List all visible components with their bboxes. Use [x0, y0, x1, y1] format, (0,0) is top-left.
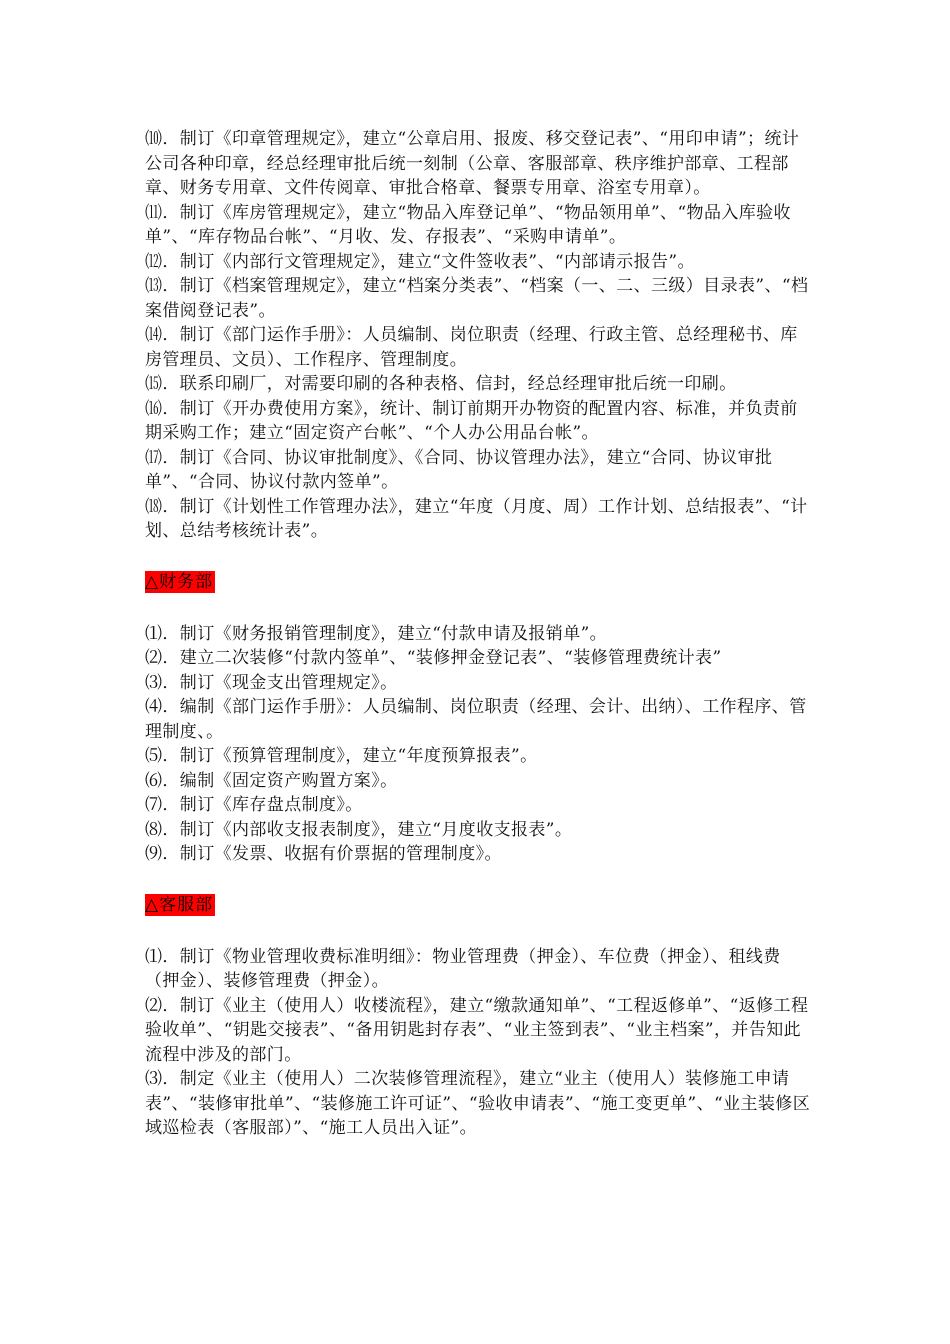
list-item: ⒃．制订《开办费使用方案》，统计、制订前期开办物资的配置内容、标准，并负责前期采购工作；建立“固定资产台帐”、“个人办公用品台帐”。 — [145, 398, 798, 443]
list-item: ⑴．制订《财务报销管理制度》，建立“付款申请及报销单”。 — [145, 623, 608, 644]
list-item: ⑸．制订《预算管理制度》，建立“年度预算报表”。 — [145, 746, 538, 766]
list-item: ⑴．制订《物业管理收费标准明细》：物业管理费（押金）、车位费（押金）、租线费（押金）、装修管理费（押金）。 — [145, 946, 781, 991]
list-item: ⑺．制订《库存盘点制度》。 — [145, 795, 363, 815]
document-body — [145, 127, 815, 1141]
list-item: ⑿．制订《内部行文管理规定》，建立“文件签收表”、“内部请示报告”。 — [145, 251, 695, 272]
finance-heading-wrap — [145, 571, 815, 595]
list-item: ⑶．制定《业主（使用人）二次装修管理流程》，建立“业主（使用人）装修施工申请表”、“装修审批单”、“装修施工许可证”、“验收申请表”、“施工变更单”、“业主装修区域巡检表（客服部）”、“施工人员出入证”。 — [145, 1069, 811, 1138]
service-section-heading: △客服部 — [145, 894, 214, 915]
list-item: ⒄．制订《合同、协议审批制度》、《合同、协议管理办法》，建立“合同、协议审批单”、“合同、协议付款内签单”。 — [145, 447, 773, 492]
service-heading-wrap — [145, 894, 815, 918]
finance-section — [145, 622, 815, 867]
list-item: ⑷．编制《部门运作手册》：人员编制、岗位职责（经理、会计、出纳）、工作程序、管理制度、。 — [145, 697, 807, 742]
list-item: ⑻．制订《内部收支报表制度》，建立“月度收支报表”。 — [145, 819, 573, 840]
list-item: ⑾．制订《库房管理规定》，建立“物品入库登记单”、“物品领用单”、“物品入库验收单”、“库存物品台帐”、“月收、发、存报表”、“采购申请单”。 — [145, 202, 791, 247]
list-item: ⑹．编制《固定资产购置方案》。 — [145, 770, 398, 791]
list-item: ⑵．建立二次装修“付款内签单”、“装修押金登记表”、“装修管理费统计表” — [145, 648, 722, 668]
finance-section-heading: △财务部 — [145, 571, 214, 592]
list-item: ⒅．制订《计划性工作管理办法》，建立“年度（月度、周）工作计划、总结报表”、“计划、总结考核统计表”。 — [145, 496, 808, 541]
service-section — [145, 945, 815, 1141]
list-item: ⒁．制订《部门运作手册》：人员编制、岗位职责（经理、行政主管、总经理秘书、库房管理员、文员）、工作程序、管理制度。 — [145, 325, 798, 370]
list-item: ⑵．制订《业主（使用人）收楼流程》，建立“缴款通知单”、“工程返修单”、“返修工程验收单”、“钥匙交接表”、“备用钥匙封存表”、“业主签到表”、“业主档案”，并告知此流程中涉及的部门。 — [145, 995, 809, 1065]
list-item: ⒂．联系印刷厂，对需要印刷的各种表格、信封，经总经理审批后统一印刷。 — [145, 374, 737, 394]
list-item: ⒀．制订《档案管理规定》，建立“档案分类表”、“档案（一、二、三级）目录表”、“档案借阅登记表”。 — [145, 276, 809, 321]
admin-section — [145, 127, 815, 544]
list-item: ⑼．制订《发票、收据有价票据的管理制度》。 — [145, 844, 502, 864]
list-item: ⑶．制订《现金支出管理规定》。 — [145, 672, 398, 693]
list-item: ⑽．制订《印章管理规定》，建立“公章启用、报废、移交登记表”、“用印申请”；统计公司各种印章，经总经理审批后统一刻制（公章、客服部章、秩序维护部章、工程部章、财务专用章、文件传阅章、审批合格章、餐票专用章、浴室专用章）。 — [145, 129, 800, 198]
